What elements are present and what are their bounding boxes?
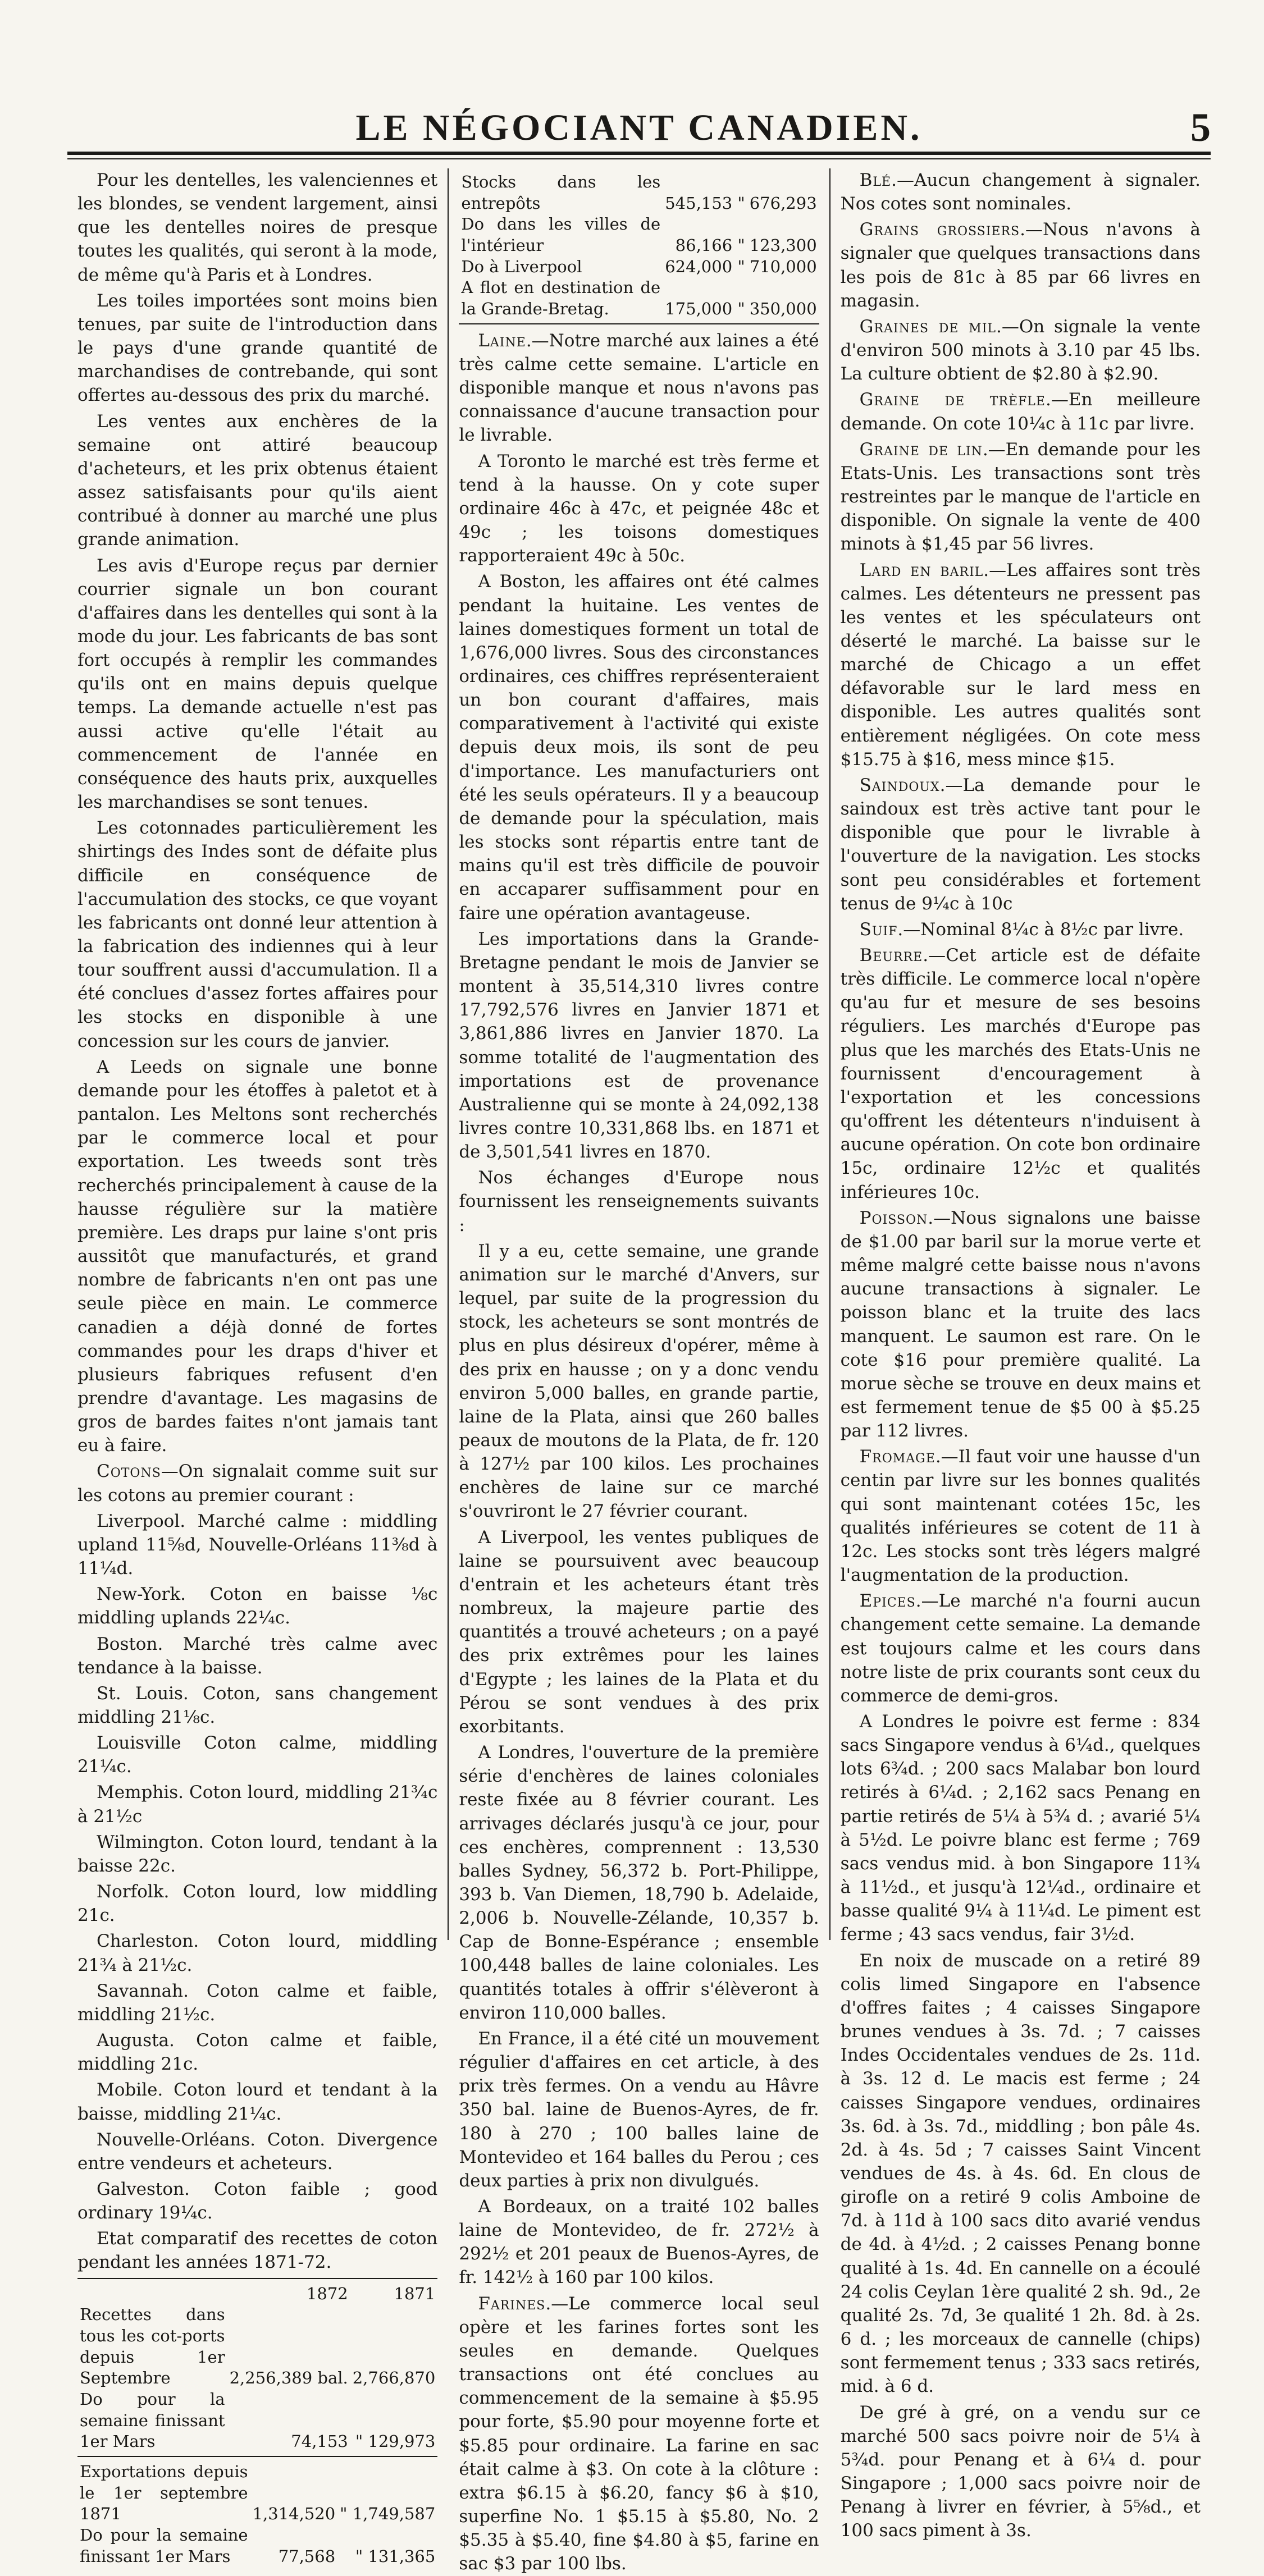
table-value: 1,749,587 <box>352 2504 436 2524</box>
section-text: .—Il faut voir une hausse d'un centin par livre sur les bonnes qualités qui sont maintenant cotées 15c, les qualités inférieures se cotent de 11 à 12c. Les stocks sont très légers malgré l'augmentation de la production. <box>840 1447 1201 1586</box>
market-report: St. Louis. Coton, sans changement middling 21⅛c. <box>77 1683 438 1727</box>
table-cell: A flot en destination de la Grande-Bretag. <box>461 278 661 319</box>
section-text: —On signalait comme suit sur les cotons au premier courant : <box>77 1461 438 1506</box>
section-text: .—Cet article est de défaite très difficile. Le commerce local n'opère qu'au fur et mesure de ses besoins réguliers. Les marchés d'Europe pas plus que les marchés des Etats-Unis ne fournissent d'encouragement à l'exportation et les concessions qu'offrent les détenteurs n'induisent à aucune opération. On cote bon ordinaire 15c, ordinaire 12½c et qualités inférieures 10c. <box>840 945 1201 1202</box>
masthead: LE NÉGOCIANT CANADIEN. <box>355 107 923 148</box>
cotton-receipts-table <box>77 2284 437 2453</box>
market-report: Augusta. Coton calme et faible, middling 21c. <box>77 2030 438 2075</box>
paragraph: A Boston, les affaires ont été calmes pendant la huitaine. Les ventes de laines domestiques forment un total de 1,676,000 livres. Sous des circonstances ordinaires, ces chiffres représenteraient un bon courant d'affaires, mais comparativement à l'activité qui existe depuis deux mois, ils sont de peu d'importance. Les manufacturiers ont été les seuls opérateurs. Il y a beaucoup de demande pour la spéculation, mais les stocks sont répartis entre tant de mains qu'il est très difficile de pouvoir en accaparer suffisamment pour en faire une opération avantageuse. <box>459 571 819 923</box>
farines-section <box>459 2292 819 2576</box>
section-text: .—Les affaires sont très calmes. Les détenteurs ne pressent pas les ventes et les spéculateurs ont déserté le marché. La baisse sur le marché de Chicago a un effet défavorable sur le lard mess en disponible. Les autres qualités sont entièrement négligées. On cote mess $15.75 à $16, mess mince $15. <box>840 560 1201 770</box>
market-report: Nouvelle-Orléans. Coton. Divergence entre vendeurs et acheteurs. <box>77 2129 438 2174</box>
table-cell <box>350 2389 438 2453</box>
section-heading: Laine <box>478 330 526 351</box>
table-cell: 676,293 <box>749 193 817 213</box>
table-value: 86,166 <box>675 236 733 255</box>
lin-section <box>841 438 1201 556</box>
section-text: .—Aucun changement à signaler. Nos cotes sont nominales. <box>840 170 1201 214</box>
section-text: .—Le commerce local seul opère et les farines fortes sont les seules en demande. Quelques transactions ont été conclues au commencement de la semaine à $5.95 pour forte, $5.90 pour moyenne forte et $5.85 pour ordinaire. La farine en sac était calme à $3. On cote à la clôture : extra $6.15 à $6.20, fancy $6 à $10, superfine No. 1 $5.15 à $5.80, No. 2 $5.35 à $5.40, fine $4.80 à $5, farine en sac $3 par 100 lbs. <box>459 2293 819 2574</box>
ble-section <box>841 168 1201 216</box>
beurre-section <box>841 944 1201 1204</box>
table-cell: Stocks dans les entrepôts <box>461 172 661 213</box>
fromage-section <box>841 1445 1201 1587</box>
table-header-cell: 1871 <box>394 2284 436 2303</box>
paragraph: A Londres, l'ouverture de la première série d'enchères de laines coloniales reste fixée au 8 février courant. Les arrivages déclarés jusqu'à ce jour, pour ces enchères, comprennent : 13,530 balles Sydney, 56,372 b. Port-Philippe, 393 b. Van Diemen, 18,790 b. Adelaide, 2,006 b. Nouvelle-Zélande, 10,357 b. Cap de Bonne-Espérance ; ensemble 100,448 balles de laine coloniales. Les quantités totales à offrir s'élèveront à environ 110,000 balles. <box>459 1742 819 2023</box>
paragraph: Les cotonnades particulièrement les shirtings des Indes sont de défaite plus difficile en conséquence de l'accumulation des stocks, ce que voyant les fabricants ont donné leur attention à la fabrication des indiennes qui à leur tour souffrent aussi d'accumulation. Il a été conclues d'assez fortes affaires pour les stocks en disponible à une concession sur les cours de janvier. <box>77 818 438 1051</box>
stocks-table <box>459 172 819 320</box>
section-text: .—Le marché n'a fourni aucun changement cette semaine. La demande est toujours calme et les cours dans notre liste de prix courants sont ceux du commerce de demi-gros. <box>840 1591 1201 1706</box>
section-heading: Fromage <box>859 1447 936 1467</box>
table-row <box>459 214 819 256</box>
laine-section <box>459 329 819 447</box>
paragraph: Les toiles importées sont moins bien tenues, par suite de l'introduction dans le pays d'une grande quantité de marchandises de contrebande, qui sont offertes au-dessous des prix du marché. <box>77 290 438 406</box>
table-cell: Exportations depuis le 1er septembre 1871 <box>80 2462 248 2524</box>
saindoux-section <box>841 774 1201 916</box>
section-text: .—Notre marché aux laines a été très calme cette semaine. L'article en disponible manque et nous n'avons pas connaissance d'aucune transaction pour le livrable. <box>459 330 819 446</box>
table-cell <box>663 172 747 214</box>
table-value: 131,365 <box>368 2546 436 2566</box>
market-report: Liverpool. Marché calme : middling upland 11⅝d, Nouvelle-Orléans 11⅜d à 11¼d. <box>77 1511 438 1579</box>
section-heading: Grains grossiers <box>859 219 1020 240</box>
paragraph: De gré à gré, on a vendu sur ce marché 500 sacs poivre noir de 5¼ à 5¾d. pour Penang et à 6¼ d. pour Singapore ; 1,000 sacs poivre noir de Penang à livrer en février, à 5⅝d., et 100 sacs piment à 3s. <box>840 2402 1201 2541</box>
cotons-section <box>77 1459 437 1507</box>
paragraph: Les ventes aux enchères de la semaine ont attiré beaucoup d'acheteurs, et les prix obtenus étaient assez satisfaisants pour qu'ils aient contribué à donner au marché une plus grande animation. <box>77 411 438 550</box>
column-3 <box>829 168 1211 2541</box>
ditto-mark: " <box>355 2546 363 2566</box>
paragraph: Il y a eu, cette semaine, une grande animation sur le marché d'Anvers, sur lequel, par suite de la progression du stock, les acheteurs se sont montrés de plus en plus désireux d'opérer, même à des prix en hausse ; on y a donc vendu environ 5,000 balles, en grande partie, laine de la Plata, ainsi que 260 balles peaux de moutons de la Plata, de fr. 120 à 127½ par 100 kilos. Les prochaines enchères de laine sur ce marché s'ouvriront le 27 février courant. <box>459 1241 819 1522</box>
table-value: 624,000 <box>665 257 733 276</box>
section-text: .—Nous n'avons à signaler que quelques transactions dans les pois de 81c à 85 par 66 livres en magasin. <box>840 219 1201 311</box>
section-heading: Suif <box>859 919 898 940</box>
market-report: Savannah. Coton calme et faible, middling 21½c. <box>77 1980 438 2025</box>
table-cell: Do dans les villes de l'intérieur <box>461 214 661 255</box>
table-cell: 2,256,389 bal. <box>229 2368 348 2388</box>
table-value: 129,973 <box>368 2432 436 2451</box>
table-rule <box>77 2456 437 2457</box>
market-report: Wilmington. Coton lourd, tendant à la baisse 22c. <box>77 1832 438 1876</box>
table-cell: 710,000 <box>749 257 817 276</box>
paragraph: A Toronto le marché est très ferme et tend à la hausse. On y cote super ordinaire 46c à 47c, et peignée 48c et 49c ; les toisons domestiques rapporteraient 49c à 50c. <box>459 451 819 566</box>
section-heading: Graines de mil <box>859 316 997 337</box>
table-cell <box>337 2525 437 2567</box>
paragraph: A Liverpool, les ventes publiques de laine se poursuivent avec beaucoup d'entrain et les acheteurs étant très nombreux, la majeure partie des quantités a trouvé acheteurs ; on a payé des prix extrêmes pour les laines d'Egypte ; les laines de la Plata et du Pérou se sont vendues à des prix exorbitants. <box>459 1527 819 1737</box>
paragraph: En noix de muscade on a retiré 89 colis limed Singapore en l'absence d'offres faites ; 4 caisses Singapore brunes vendues à 3s. 7d. ; 7 caisses Indes Occidentales vendues de 2s. 11d. à 3s. 12 d. Le macis est ferme ; 24 caisses Singapore vendues, ordinaires 3s. 6d. à 3s. 7d., middling ; bon pâle 4s. 2d. à 4s. 5d ; 7 caisses Saint Vincent vendues de 4s. à 4s. 6d. En clous de girofle on a retiré 9 colis Amboine de 7d. à 11d à 100 sacs dito avarié vendus de 4d. à 4½d. ; 2 caisses Penang bonne qualité à 1s. 4d. En cannelle on a écoulé 24 colis Ceylan 1ère qualité 2 sh. 9d., 2e qualité 2s. 7d, 3e qualité 1 2h. 8d. à 2s. 6 d. ; les morceaux de cannelle (chips) sont fermement tenus ; 333 sacs retirés, mid. à 6 d. <box>840 1950 1201 2397</box>
column-2 <box>448 168 829 2574</box>
table-cell: Do pour la semaine finissant 1er Mars <box>80 2390 225 2451</box>
market-report: New-York. Coton en baisse ⅛c middling uplands 22¼c. <box>77 1584 438 1628</box>
grains-section <box>841 218 1201 313</box>
header-rule-thin <box>67 158 1211 159</box>
paragraph: Pour les dentelles, les valenciennes et les blondes, se vendent largement, ainsi que les dentelles noires de presque toutes les qualités, qui seront à la mode, de même qu'à Paris et à Londres. <box>77 170 438 285</box>
market-report: Boston. Marché très calme avec tendance à la baisse. <box>77 1634 438 1678</box>
market-report: Memphis. Coton lourd, middling 21¾c à 21½c <box>77 1782 438 1827</box>
suif-section <box>841 918 1201 941</box>
section-text: .—Nous signalons une baisse de $1.00 par baril sur la morue verte et même malgré cette baisse nous n'avons aucune transactions à signaler. Le poisson blanc et la truite des lacs manquent. Le saumon est rare. On le cote $16 pour première qualité. La morue sèche se trouve en deux mains et est fermement tenue de $5 00 à $5.25 par 112 livres. <box>840 1207 1201 1442</box>
section-heading: Graine de trèfle <box>859 390 1046 410</box>
section-text: .—La demande pour le saindoux est très active tant pour le disponible que pour le livrable à l'ouverture de la navigation. Les stocks sont peu considérables et fortement tenus de 9¼c à 10c <box>840 775 1201 914</box>
market-report: Galveston. Coton faible ; good ordinary 19¼c. <box>77 2179 438 2223</box>
section-text: .—On signale la vente d'environ 500 minots à 3.10 par 45 lbs. La culture obtient de $2.80 à $2.90. <box>840 316 1201 385</box>
section-heading: Cotons <box>97 1461 161 1482</box>
section-heading: Lard en baril <box>859 560 984 580</box>
table-cell: 123,300 <box>749 236 817 255</box>
table-intro: Etat comparatif des recettes de coton pendant les années 1871-72. <box>77 2229 438 2273</box>
table-cell: 350,000 <box>749 299 817 319</box>
table-rule <box>77 2278 437 2279</box>
section-text: .—En demande pour les Etats-Unis. Les transactions sont très restreintes par le manque de l'article en disponible. On signale la vente de 400 minots à $1,45 par 56 livres. <box>840 439 1201 555</box>
table-cell: 77,568 <box>278 2546 336 2566</box>
cotton-exports-table <box>77 2461 437 2567</box>
section-heading: Graine de lin <box>859 439 983 460</box>
table-cell <box>337 2461 437 2525</box>
ditto-mark: " <box>355 2432 363 2451</box>
section-heading: Epices <box>859 1591 916 1612</box>
ditto-mark: " <box>737 257 745 276</box>
header-rule <box>67 152 1211 155</box>
table-row <box>77 2389 437 2453</box>
paragraph: A Bordeaux, on a traité 102 balles laine de Montevideo, de fr. 272½ à 292½ et 201 peaux de Buenos-Ayres, de fr. 142½ à 160 par 100 kilos. <box>459 2197 819 2288</box>
paragraph: Les importations dans la Grande-Bretagne pendant le mois de Janvier se montent à 35,514,310 livres contre 17,792,576 livres en Janvier 1871 et 3,861,886 livres en Janvier 1870. La somme totalité de l'augmentation des importations est de provenance Australienne qui se monte à 24,092,138 livres contre 10,331,868 lbs. en 1871 et de 3,501,541 livres en 1870. <box>459 928 819 1163</box>
poisson-section <box>841 1206 1201 1443</box>
market-report: Norfolk. Coton lourd, low middling 21c. <box>77 1882 438 1926</box>
paragraph: Nos échanges d'Europe nous fournissent les renseignements suivants : <box>459 1168 819 1236</box>
column-1 <box>67 168 448 2566</box>
table-cell <box>663 277 747 319</box>
paragraph: En France, il a été cité un mouvement régulier d'affaires en cet article, à des prix très fermes. On a vendu au Hâvre 350 bal. laine de Buenos-Ayres, de fr. 180 à 270 ; 100 balles laine de Montevideo et 164 balles du Perou ; ces deux parties à prix non divulgués. <box>459 2028 819 2191</box>
table-value: 175,000 <box>665 299 733 319</box>
section-heading: Farines <box>478 2293 546 2314</box>
trefle-section <box>841 388 1201 435</box>
table-cell <box>663 214 747 256</box>
table-row <box>77 2304 437 2389</box>
table-cell <box>663 257 747 278</box>
table-rule <box>459 323 819 324</box>
table-cell: 74,153 <box>291 2432 348 2451</box>
epices-section <box>841 1589 1201 1708</box>
section-heading: Beurre <box>859 945 923 966</box>
table-cell: Do pour la semaine finissant 1er Mars <box>80 2525 248 2566</box>
paragraph: A Londres le poivre est ferme : 834 sacs Singapore vendus à 6¼d., quelques lots 6¾d. ; 200 sacs Malabar bon lourd retirés à 6¼d. ; 2,162 sacs Penang en partie retirés de 5¼ à 5¾ d. ; avarié 5¼ à 5½d. Le poivre blanc est ferme ; 769 sacs vendus mid. à bon Singapore 11¾ à 11½d., et jusqu'à 12¼d., ordinaire et basse qualité 9¼ à 11¼d. Le piment est ferme ; 43 sacs vendus, fair 3½d. <box>840 1712 1201 1945</box>
table-row <box>77 2525 437 2567</box>
article-columns <box>67 168 1211 2574</box>
paragraph: Les avis d'Europe reçus par dernier courrier signale un bon courant d'affaires dans les dentelles qui sont à la mode du jour. Les fabricants de bas sont fort occupés à remplir les commandes qu'ils ont en mains depuis quelque temps. La demande actuelle n'est pas aussi active qu'elle l'était au commencement de l'année en conséquence des hauts prix, auxquelles les marchandises se sont tenues. <box>77 555 438 813</box>
section-heading: Saindoux <box>859 775 940 795</box>
table-row <box>459 172 819 214</box>
market-report: Charleston. Coton lourd, middling 21¾ à 21½c. <box>77 1931 438 1975</box>
table-cell: Recettes dans tous les cot-ports depuis 1er Septembre <box>80 2305 225 2388</box>
lard-section <box>841 559 1201 771</box>
table-cell: 2,766,870 <box>352 2368 436 2388</box>
table-cell: 1,314,520 <box>252 2504 336 2524</box>
table-row <box>77 2284 437 2305</box>
paragraph: A Leeds on signale une bonne demande pour les étoffes à paletot et à pantalon. Les Meltons sont recherchés par le commerce local et pour exportation. Les tweeds sont très recherchés principalement à cause de la hausse régulière sur la matière première. Les draps pur laine s'ont pris aussitôt que manufacturés, et grand nombre de fabricants n'en ont pas une seule pièce en main. Le commerce canadien a déjà donné de fortes commandes pour les draps d'hiver et plusieurs fabriques refusent d'en prendre d'avantage. Les magasins de gros de bardes faites n'ont jamais tant eu à faire. <box>77 1056 438 1456</box>
page-number: 5 <box>1190 105 1211 150</box>
ditto-mark: " <box>737 236 745 255</box>
table-row <box>459 257 819 278</box>
mil-section <box>841 315 1201 386</box>
section-heading: Poisson <box>859 1207 928 1228</box>
section-heading: Blé <box>859 170 892 190</box>
ditto-mark: " <box>737 299 745 319</box>
market-report: Louisville Coton calme, middling 21¼c. <box>77 1733 438 1777</box>
ditto-mark: " <box>340 2504 348 2524</box>
section-text: .—En meilleure demande. On cote 10¼c à 11c par livre. <box>840 390 1201 434</box>
page-header <box>67 95 1211 157</box>
table-header-cell: 1872 <box>306 2284 348 2303</box>
table-row <box>77 2461 437 2525</box>
table-value: 545,153 <box>665 193 733 213</box>
table-cell: Do à Liverpool <box>461 257 582 276</box>
section-text: .—Nominal 8¼c à 8½c par livre. <box>897 919 1184 940</box>
market-report: Mobile. Coton lourd et tendant à la baisse, middling 21¼c. <box>77 2080 438 2124</box>
ditto-mark: " <box>737 193 745 213</box>
table-row <box>459 277 819 319</box>
